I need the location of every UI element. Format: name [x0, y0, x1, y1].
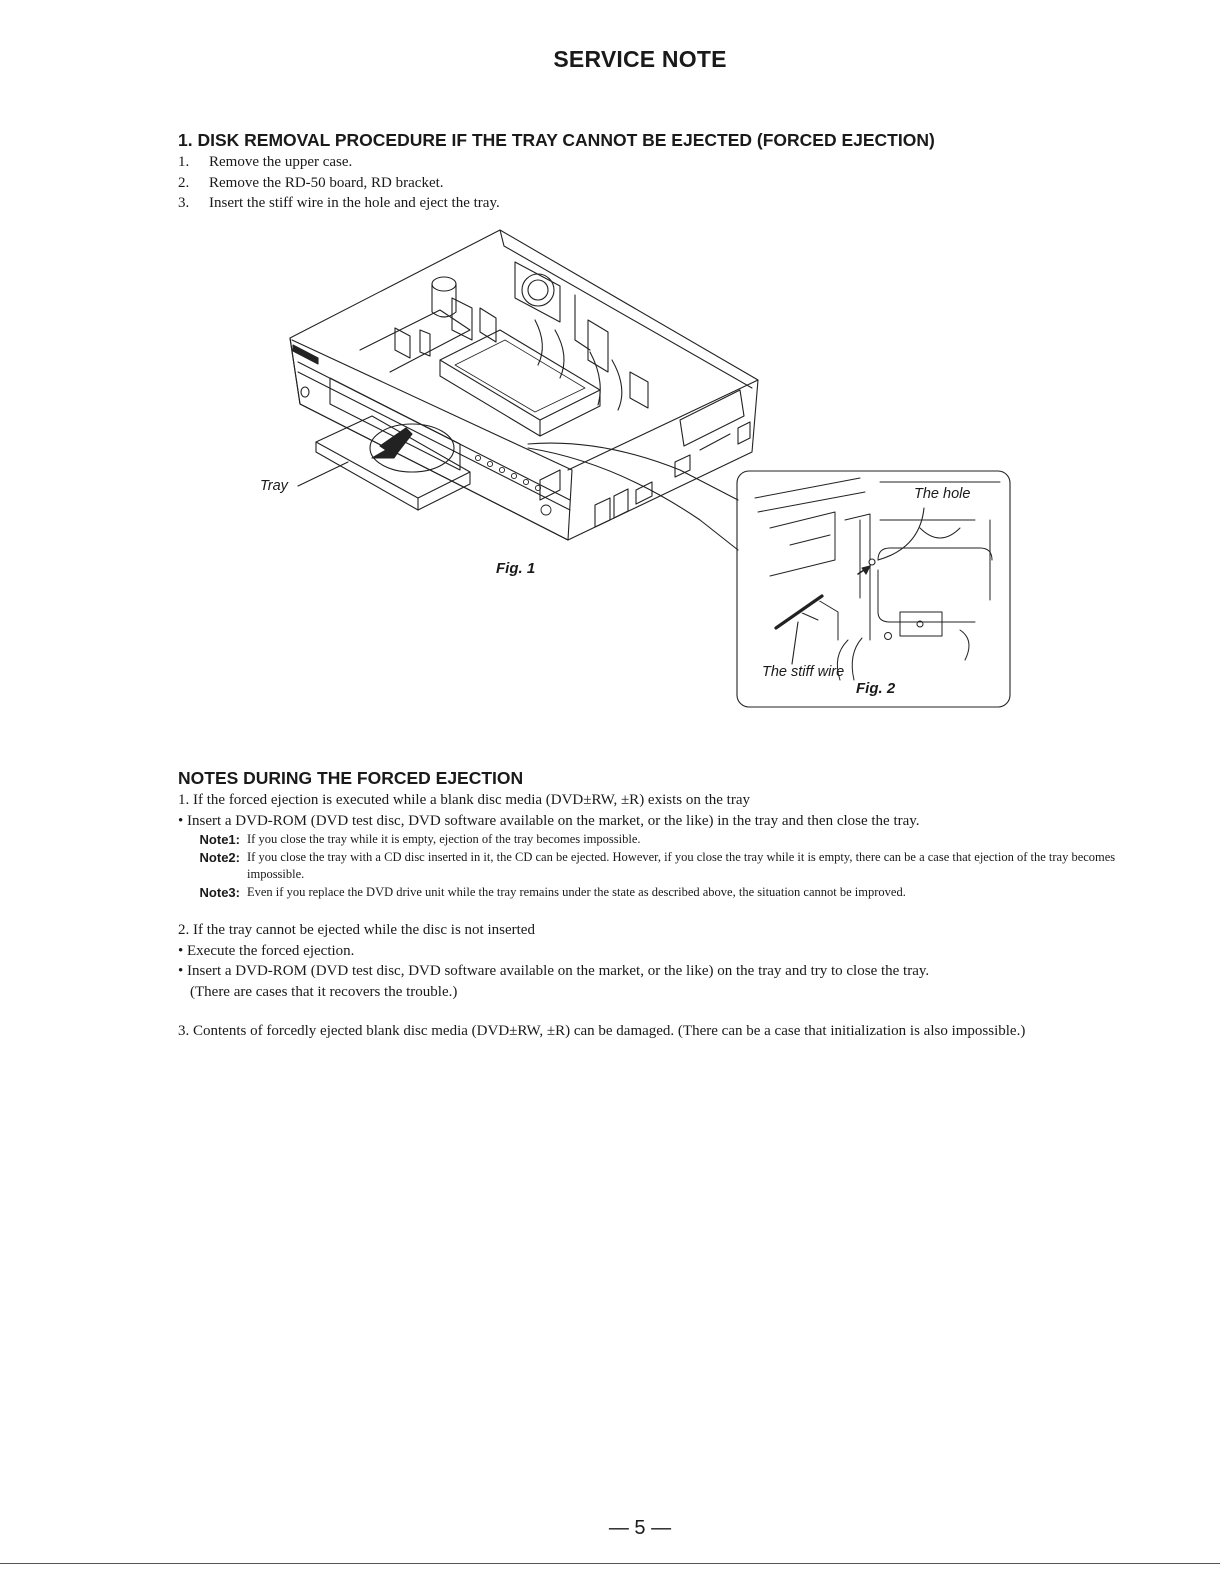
page-number: — 5 —	[608, 1517, 672, 1539]
section-1-heading: 1. DISK REMOVAL PROCEDURE IF THE TRAY CANNOT BE EJECTED (FORCED EJECTION)	[178, 130, 935, 150]
section-2-heading: NOTES DURING THE FORCED EJECTION	[178, 768, 524, 788]
note-3	[178, 884, 1118, 902]
note-text: If you close the tray while it is empty, ejection of the tray becomes impossible.	[247, 832, 641, 846]
step-item: 1. Remove the upper case.	[178, 154, 353, 170]
bottom-rule	[0, 1563, 1220, 1564]
note-item-3: 3. Contents of forcedly ejected blank disc media (DVD±RW, ±R) can be damaged. (There can be a case that initialization is also impossible.)	[178, 1023, 1026, 1039]
note-label: Note3:	[199, 884, 240, 900]
note-item-2-bullet-2: • Insert a DVD-ROM (DVD test disc, DVD software available on the market, or the like) on the tray and try to close the tray.	[178, 963, 930, 979]
note-item-2-title: 2. If the tray cannot be ejected while the disc is not inserted	[178, 922, 535, 938]
note-item-2-bullet-1: • Execute the forced ejection.	[178, 942, 355, 959]
hole-label: The hole	[914, 486, 971, 502]
notes-body	[178, 790, 1118, 1042]
fig1-caption: Fig. 1	[496, 560, 536, 577]
note-label: Note2:	[199, 849, 240, 865]
note-label: Note1:	[199, 832, 240, 847]
fig2-caption: Fig. 2	[856, 680, 896, 697]
page-title: SERVICE NOTE	[553, 46, 727, 72]
note-2	[178, 849, 1118, 884]
illustration-area	[0, 0, 1220, 720]
note-text: If you close the tray with a CD disc inserted in it, the CD can be ejected. However, if you close the tray while it is empty, there can be a case that ejection of the tray becomes impossible.	[247, 849, 1116, 881]
fig1-illustration	[0, 0, 1220, 720]
note-1	[178, 831, 1118, 849]
procedure-steps	[178, 152, 500, 214]
stiff-wire-label: The stiff wire	[762, 664, 845, 680]
tray-label: Tray	[260, 478, 288, 494]
note-text: Even if you replace the DVD drive unit while the tray remains under the state as described above, the situation cannot be improved.	[247, 884, 906, 899]
note-item-1-bullet: • Insert a DVD-ROM (DVD test disc, DVD software available on the market, or the like) in the tray and then close the tray.	[178, 812, 920, 829]
step-item: 2. Remove the RD-50 board, RD bracket.	[178, 174, 444, 191]
note-item-2-paren: (There are cases that it recovers the trouble.)	[190, 983, 458, 1000]
note-item-1-title: 1. If the forced ejection is executed while a blank disc media (DVD±RW, ±R) exists on the tray	[178, 792, 750, 808]
step-item: 3. Insert the stiff wire in the hole and eject the tray.	[178, 195, 500, 211]
